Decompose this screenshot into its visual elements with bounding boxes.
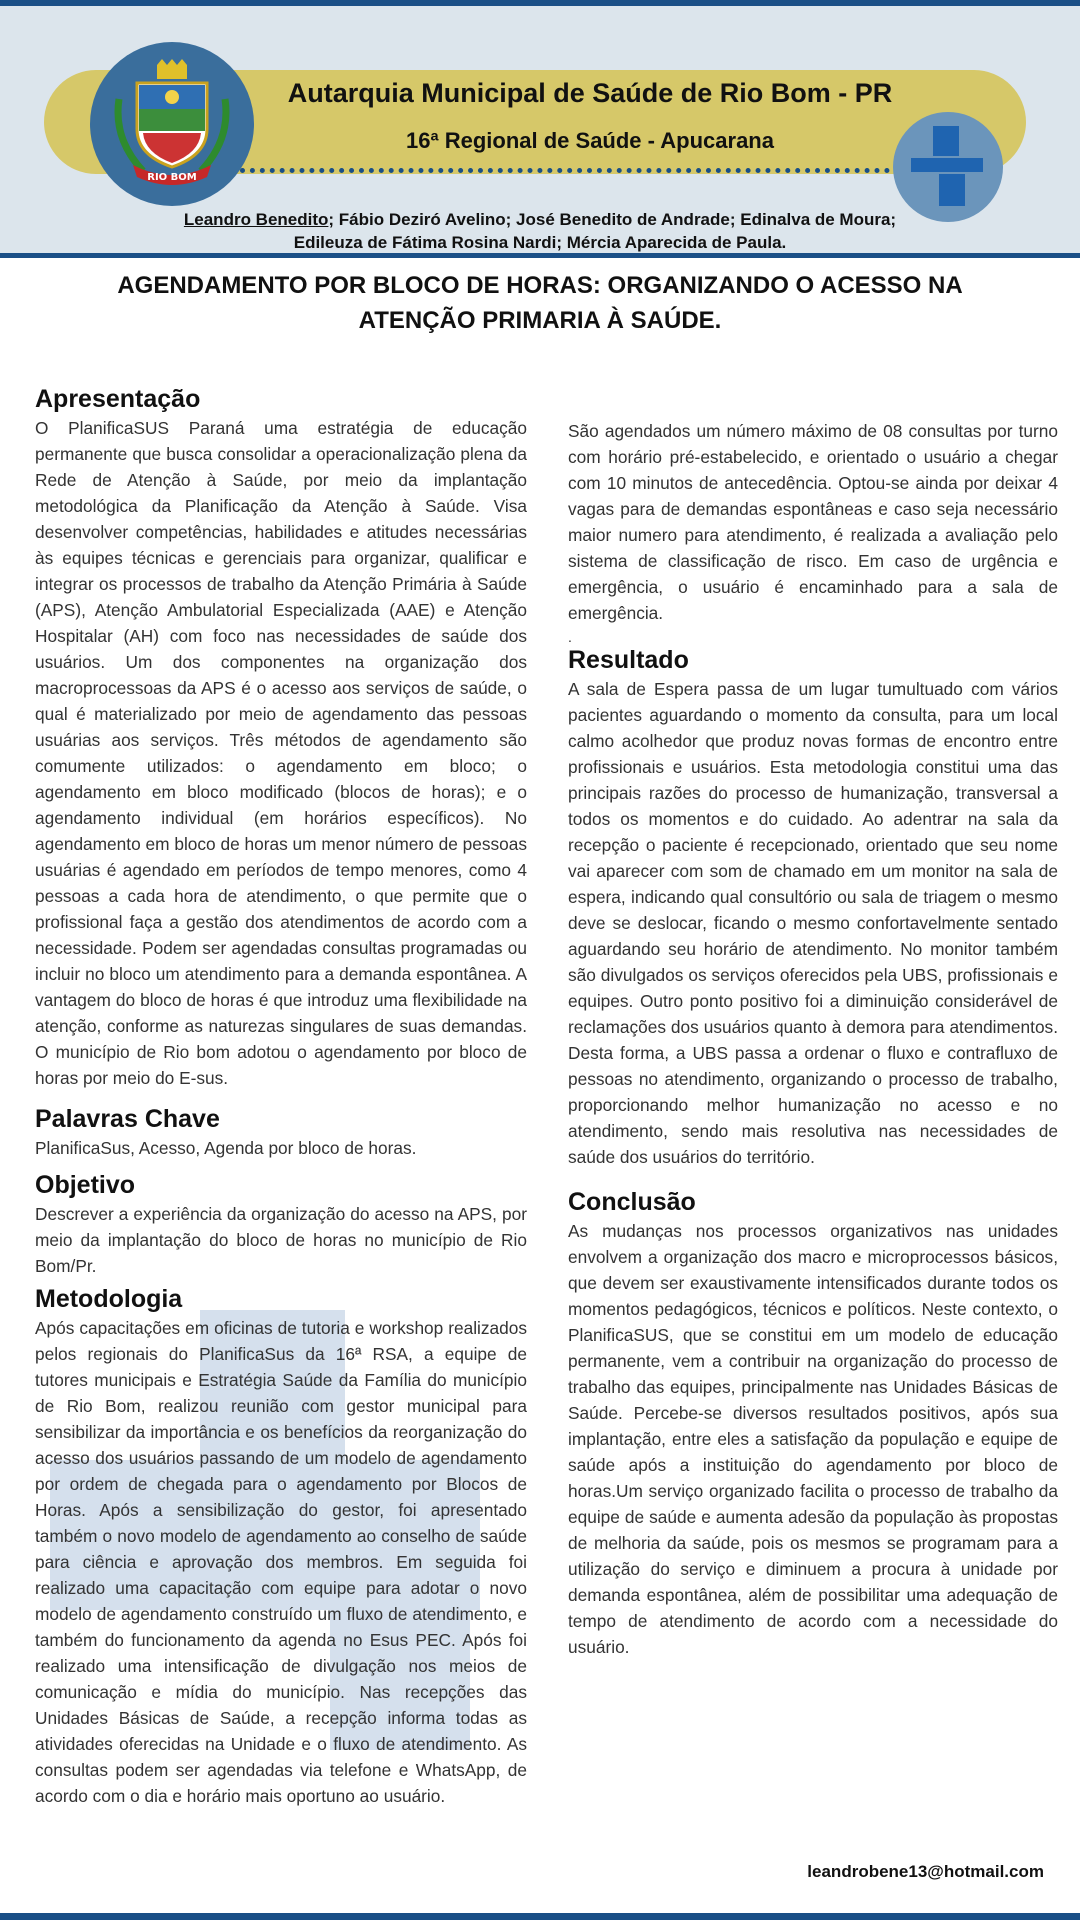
text-metodologia: Após capacitações em oficinas de tutoria e workshop realizados pelos regionais do PlanificaSus da 16ª RSA, a equipe de tutores municipais e Estratégia Saúde da Família do município de Rio Bom, realizou reunião com gestor municipal para sensibilizar da importância e os benefícios da reorganização do acesso dos usuários passando de um modelo de agendamento por ordem de chegada para o agendamento por Blocos de Horas. Após a sensibilização do gestor, foi apresentado também o novo modelo de agendamento ao conselho de saúde para ciência e aprovação dos membros. Em seguida foi realizado uma capacitação com equipe para adotar o novo modelo de agendamento construído um fluxo de atendimento, e também do funcionamento da agenda no Esus PEC. Após foi realizado uma intensificação de divulgação nos meios de comunicação e mídia do município. Nas recepções das Unidades Básicas de Saúde, a recepção informa todas as atividades oferecidas na Unidade e o fluxo de atendimento. As consultas podem ser agendadas via telefone e WhatsApp, de acordo com o dia e horário mais oportuno ao usuário. <box>35 1318 527 1806</box>
heading-objetivo: Objetivo <box>35 1171 136 1199</box>
authors-block <box>120 208 960 254</box>
poster-title: AGENDAMENTO POR BLOCO DE HORAS: ORGANIZANDO O ACESSO NA ATENÇÃO PRIMARIA À SAÚDE. <box>117 272 963 334</box>
text-metodologia-continued: São agendados um número máximo de 08 consultas por turno com horário pré-estabelecido, e orientado o usuário a chegar com 10 minutos de antecedência. Optou-se ainda por deixar 4 vagas para de demandas espontâneas e caso seja necessário maior numero para atendimento, é realizada a avaliação pelo sistema de classificação de risco. Em caso de urgência e emergência, o usuário é encaminhado para a sala de emergência. <box>568 421 1058 623</box>
municipal-seal-logo <box>90 42 254 206</box>
seal-text: RIO BOM <box>147 172 197 183</box>
bottom-border <box>0 1913 1080 1920</box>
regional-subtitle: 16ª Regional de Saúde - Apucarana <box>406 128 774 153</box>
authors-line2: Edileuza de Fátima Rosina Nardi; Mércia Aparecida de Paula. <box>293 233 787 252</box>
heading-metodologia: Metodologia <box>35 1285 183 1313</box>
heading-palavras-chave: Palavras Chave <box>35 1105 220 1133</box>
heading-resultado: Resultado <box>568 646 689 674</box>
text-objetivo: Descrever a experiência da organização do acesso na APS, por meio da implantação do bloco de horas no município de Rio Bom/Pr. <box>35 1204 527 1276</box>
contact-email[interactable]: leandrobene13@hotmail.com <box>807 1862 1044 1881</box>
heading-conclusao: Conclusão <box>568 1188 696 1216</box>
left-column <box>35 383 527 1809</box>
text-palavras-chave: PlanificaSus, Acesso, Agenda por bloco de horas. <box>35 1138 417 1158</box>
header-bottom-border <box>0 253 1080 258</box>
authors-line1: ; Fábio Deziró Avelino; José Benedito de Andrade; Edinalva de Moura; <box>328 210 897 229</box>
text-apresentacao: O PlanificaSUS Paraná uma estratégia de educação permanente que busca consolidar a operacionalização plena da Rede de Atenção à Saúde, por meio da implantação metodológica da Planificação da Atenção à Saúde. Visa desenvolver competências, habilidades e atitudes necessárias às equipes técnicas e gerenciais para organizar, qualificar e integrar os processos de trabalho da Atenção Primária à Saúde (APS), Atenção Ambulatorial Especializada (AAE) e Atenção Hospitalar (AH) com foco nas necessidades de saúde dos usuários. Um dos componentes na organização dos macroprocessoas da APS é o acesso aos serviços de saúde, o qual é materializado por meio de agendamento das pessoas usuárias aos serviços. Três métodos de agendamento são comumente utilizados: o agendamento em bloco; o agendamento em bloco modificado (blocos de horas); e o agendamento individual (em horários específicos). No agendamento em bloco de horas um menor número de pessoas usuárias é agendado em períodos de tempo menores, como 4 pessoas a cada hora de atendimento, o que permite que o profissional faça a gestão dos atendimentos de acordo com a necessidade. Podem ser agendadas consultas programadas ou incluir no bloco um atendimento para a demanda espontânea. A vantagem do bloco de horas é que introduz uma flexibilidade na atenção, conforme as naturezas singulares de suas demandas. O município de Rio bom adotou o agendamento por bloco de horas por meio do E-sus. <box>35 418 527 1088</box>
text-resultado: A sala de Espera passa de um lugar tumultuado com vários pacientes aguardando o momento da consulta, para um local calmo acolhedor que produz novas formas de encontro entre profissionais e usuários. Esta metodologia constitui uma das principais razões do processo de humanização, transversal a todos os momentos e do cuidado. Ao adentrar na sala da recepção o paciente é recepcionado, orientado que seu nome vai aparecer com som de chamado em um monitor na sala de espera, indicando qual consultório ou sala de triagem o mesmo deve se deslocar, ficando o mesmo confortavelmente sentado aguardando seu horário de atendimento. No monitor também são divulgados os serviços oferecidos pela UBS, profissionais e equipes. Outro ponto positivo foi a diminuição considerável de reclamações dos usuários quanto à demora para atendimentos. Desta forma, a UBS passa a ordenar o fluxo e contrafluxo de pessoas no atendimento, organizando o processo de trabalho, proporcionando melhor humanização no acesso e no atendimento, sendo mais resolutiva nas necessidades de saúde dos usuários do território. <box>568 679 1058 1167</box>
dotted-divider <box>240 168 900 173</box>
institution-title: Autarquia Municipal de Saúde de Rio Bom - PR <box>287 78 893 108</box>
right-column <box>568 418 1058 1660</box>
lead-author: Leandro Benedito <box>183 210 329 229</box>
stray-dot: . <box>568 629 572 645</box>
text-conclusao: As mudanças nos processos organizativos nas unidades envolvem a organização dos macro e microprocessos básicos, que devem ser exaustivamente intensificados durante todos os momentos pedagógicos, técnicos e políticos. Neste contexto, o PlanificaSUS, que se constitui em um modelo de educação permanente, vem a contribuir na organização do processo de trabalho das equipes, principalmente nas Unidades Básicas de Saúde. Percebe-se diversos resultados positivos, após sua implantação, entre eles a satisfação da população e equipe de saúde após a instituição do agendamento por bloco de horas.Um serviço organizado facilita o processo de trabalho da equipe de saúde e aumenta adesão da população às propostas de melhoria da saúde, pois os mesmos se programam para a utilização do serviço e diminuem a procura à unidade por demanda espontânea, além de possibilitar uma adequação de tempo de atendimento de acordo com a necessidade do usuário. <box>568 1221 1058 1657</box>
heading-apresentacao: Apresentação <box>35 385 201 413</box>
